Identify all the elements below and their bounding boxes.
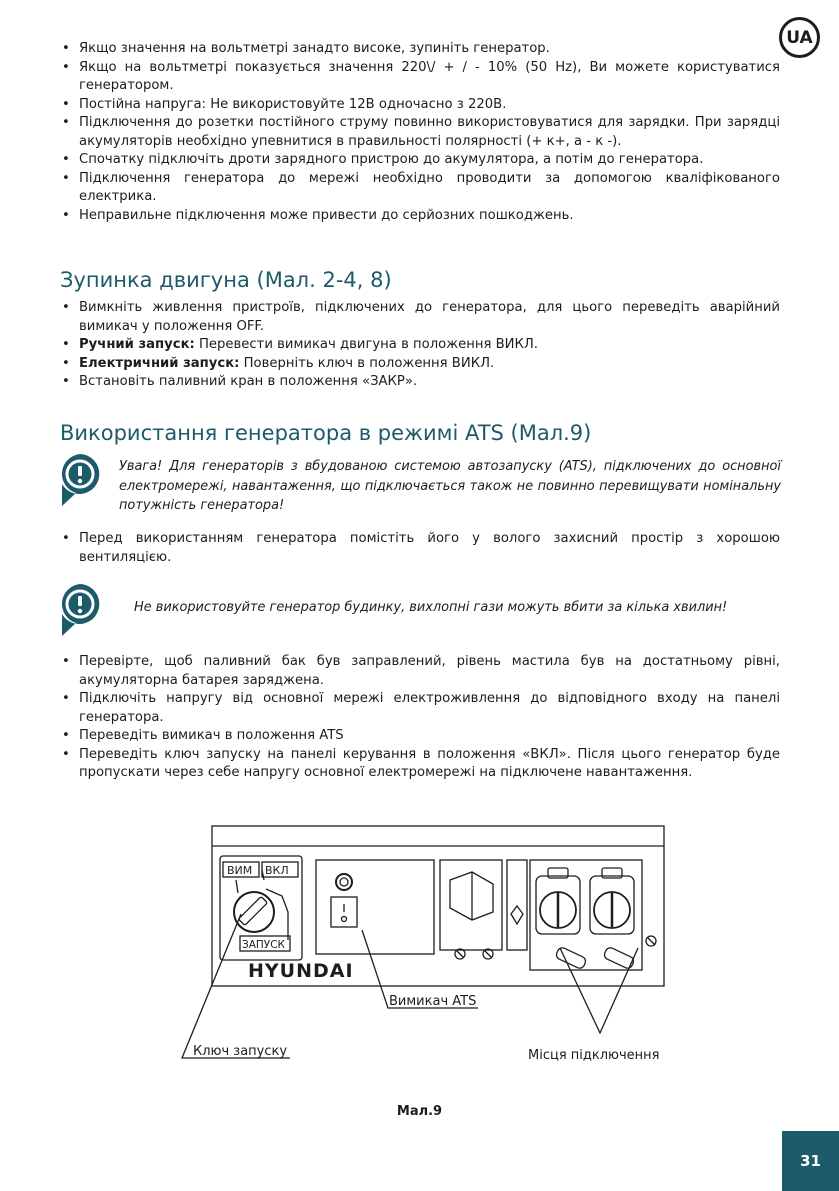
callout-ats-switch: Вимикач ATS bbox=[389, 994, 477, 1009]
label-off: ВИМ bbox=[227, 864, 253, 877]
warning-text: Увага! Для генераторів з вбудованою системою автозапуску (ATS), підключених до основної електромережі, навантаження, що підключається також не повинно перевищувати номінальну потужність генератора! bbox=[119, 459, 781, 513]
list-item: • Переведіть вимикач в положення ATS bbox=[62, 727, 780, 746]
list-item: • Неправильне підключення може привести до серйозних пошкоджень. bbox=[62, 207, 780, 226]
figure-caption: Мал.9 bbox=[396, 1104, 443, 1119]
callout-connection-points: Місця підключення bbox=[528, 1048, 660, 1063]
language-badge: UA bbox=[779, 17, 820, 58]
list-item-text: Перевести вимикач двигуна в положення ВИКЛ. bbox=[194, 337, 538, 352]
list-item-label: Електричний запуск: bbox=[79, 355, 240, 371]
list-item-text: Поверніть ключ в положення ВИКЛ. bbox=[239, 355, 495, 371]
list-item: • Підключіть напругу від основної мережі електроживлення до відповідного входу на панелі генератора. bbox=[62, 690, 780, 727]
list-item-label: Ручний запуск: bbox=[79, 337, 195, 352]
label-on: ВКЛ bbox=[265, 864, 289, 877]
page-number: 31 bbox=[782, 1131, 839, 1191]
list-item: • Встановіть паливний кран в положення «ЗАКР». bbox=[62, 373, 780, 392]
list-item: • Постійна напруга: Не використовуйте 12В одночасно з 220В. bbox=[62, 96, 780, 115]
list-item: • Якщо на вольтметрі показується значення 220\/ + / - 10% (50 Hz), Ви можете користуватися генератором. bbox=[62, 59, 780, 96]
list-item: • Вимкніть живлення пристроїв, підключених до генератора, для цього переведіть аварійний вимикач у положення OFF. bbox=[62, 299, 780, 336]
list-item: • Спочатку підключіть дроти зарядного пристрою до акумулятора, а потім до генератора. bbox=[62, 151, 780, 170]
brand-logo: HYUNDAI bbox=[248, 960, 354, 982]
list-item: • Перевірте, щоб паливний бак був заправлений, рівень мастила був на достатньому рівні, акумуляторна батарея заряджена. bbox=[62, 653, 780, 690]
section-heading-engine-stop: Зупинка двигуна (Мал. 2-4, 8) bbox=[60, 268, 392, 292]
list-item: • Перед використанням генератора помістіть його у волого захисний простір з хорошою вентиляцією. bbox=[62, 530, 780, 567]
list-item: • Підключення генератора до мережі необхідно проводити за допомогою кваліфікованого електрика. bbox=[62, 170, 780, 207]
list-item: • Якщо значення на вольтметрі занадто високе, зупиніть генератор. bbox=[62, 40, 780, 59]
warning-text: Не використовуйте генератор будинку, вихлопні гази можуть вбити за кілька хвилин! bbox=[134, 600, 728, 615]
list-item: • Переведіть ключ запуску на панелі керування в положення «ВКЛ». Після цього генератор буде пропускати через себе напругу основної електромережі на підключене навантаження. bbox=[62, 746, 780, 783]
label-start: ЗАПУСК bbox=[242, 939, 285, 951]
list-item: • Підключення до розетки постійного струму повинно використовуватися для зарядки. При зарядці акумуляторів необхідно упевнитися в правильності полярності (+ к+, а - к -). bbox=[62, 114, 780, 151]
section-heading-ats: Використання генератора в режимі ATS (Мал.9) bbox=[60, 421, 592, 445]
callout-start-key: Ключ запуску bbox=[193, 1044, 288, 1059]
